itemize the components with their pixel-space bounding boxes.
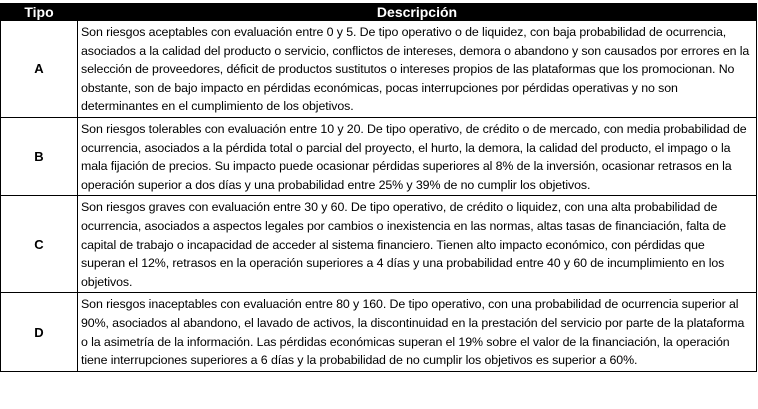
descripcion-cell: Son riesgos aceptables con evaluación entre 0 y 5. De tipo operativo o de liquidez, con baja probabilidad de ocurrencia, asociados a la calidad del producto o servicio, conflictos de intereses, demora o abandono y son causados por errores en la selección de proveedores, déficit de productos sustitutos o intereses propios de las plataformas que los promocionan. No obstante, son de bajo impacto en pérdidas económicas, pocas interrupciones por pérdidas operativas y no son determinantes en el cumplimiento de los objetivos. [78,21,757,118]
table-row-d [1,293,757,371]
descripcion-cell: Son riesgos inaceptables con evaluación entre 80 y 160. De tipo operativo, con una probabilidad de ocurrencia superior al 90%, asociados al abandono, el lavado de activos, la discontinuidad en la prestación del servicio por parte de la plataforma o la asimetría de la información. Las pérdidas económicas superan el 19% sobre el valor de la financiación, la operación tiene interrupciones superiores a 6 días y la probabilidad de no cumplir los objetivos es superior a 60%. [78,293,757,371]
tipo-cell: A [1,21,78,118]
descripcion-cell: Son riesgos graves con evaluación entre 30 y 60. De tipo operativo, de crédito o liquidez, con una alta probabilidad de ocurrencia, asociados a aspectos legales por cambios o inexistencia en las normas, altas tasas de financiación, falta de capital de trabajo o incapacidad de acceder al sistema financiero. Tienen alto impacto económico, con pérdidas que superan el 12%, retrasos en la operación superiores a 4 días y una probabilidad entre 40 y 60 de incumplimiento en los objetivos. [78,196,757,293]
header-row [1,4,757,21]
descripcion-cell: Son riesgos tolerables con evaluación entre 10 y 20. De tipo operativo, de crédito o de mercado, con media probabilidad de ocurrencia, asociados a la pérdida total o parcial del proyecto, el hurto, la demora, la calidad del producto, el impago o la mala fijación de precios. Su impacto puede ocasionar pérdidas superiores al 8% de la inversión, ocasionar retrasos en la operación superior a dos días y una probabilidad entre 25% y 39% de no cumplir los objetivos. [78,117,757,195]
table-row-c [1,196,757,293]
table-row-b [1,117,757,195]
tipo-cell: B [1,117,78,195]
header-descripcion: Descripción [78,4,757,21]
header-tipo: Tipo [1,4,78,21]
risk-classification-table [0,3,757,372]
table-row-a [1,21,757,118]
tipo-cell: C [1,196,78,293]
tipo-cell: D [1,293,78,371]
